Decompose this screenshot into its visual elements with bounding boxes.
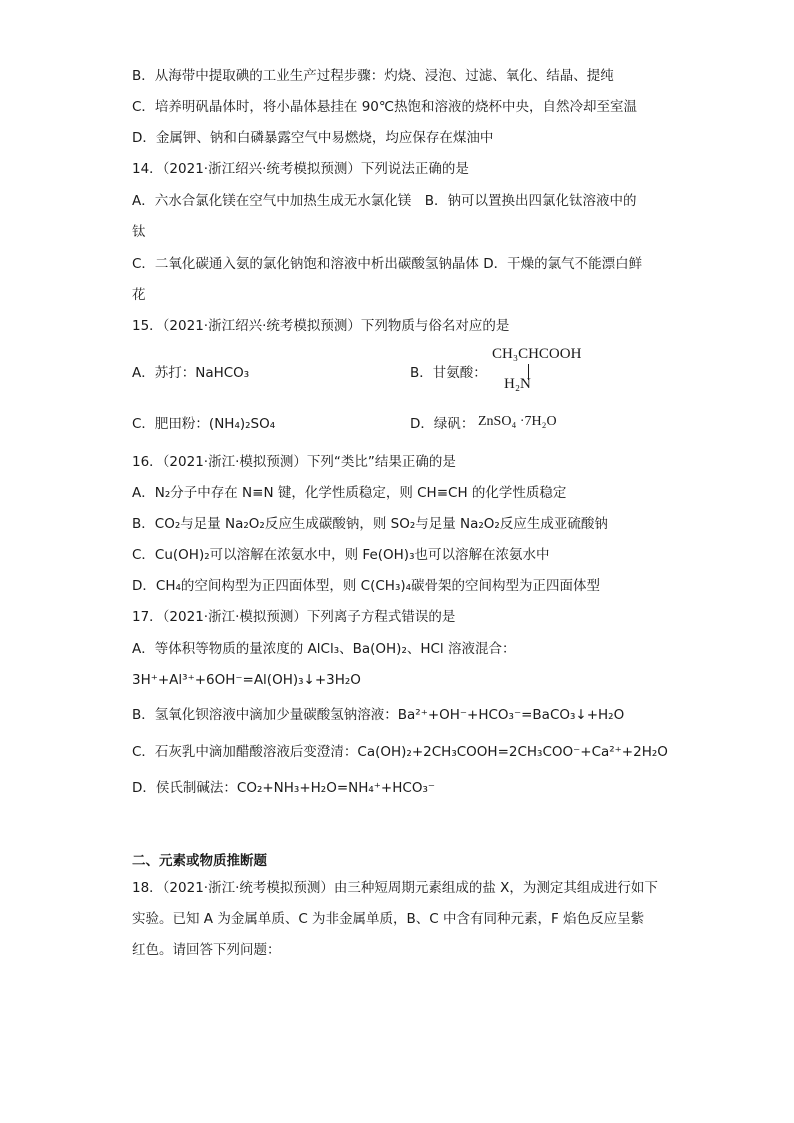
q14-options-cd-cont: 花 xyxy=(132,287,146,303)
q17-option-a: A．等体积等物质的量浓度的 AlCl₃、Ba(OH)₂、HCl 溶液混合： xyxy=(132,641,516,657)
q18-line-2: 实验。已知 A 为金属单质、C 为非金属单质，B、C 中含有同种元素，F 焰色反应呈紫 xyxy=(132,911,645,927)
q14-options-cd: C．二氧化碳通入氨的氯化钠饱和溶液中析出碳酸氢钠晶体 D．干燥的氯气不能漂白鲜 xyxy=(132,256,643,272)
q15-option-d-label: D．绿矾： xyxy=(410,416,475,432)
q17-option-d: D．侯氏制碱法：CO₂+NH₃+H₂O=NH₄⁺+HCO₃⁻ xyxy=(132,780,435,796)
q17-option-a-equation: 3H⁺+Al³⁺+6OH⁻=Al(OH)₃↓+3H₂O xyxy=(132,672,361,688)
q14-stem: 14．（2021·浙江绍兴·统考模拟预测）下列说法正确的是 xyxy=(132,161,469,177)
q17-stem: 17．（2021·浙江·模拟预测）下列离子方程式错误的是 xyxy=(132,609,456,625)
glycine-formula-top: CH₃CHCOOH xyxy=(492,346,582,362)
q18-line-1: 18．（2021·浙江·统考模拟预测）由三种短周期元素组成的盐 X，为测定其组成进行如下 xyxy=(132,880,658,896)
q15-option-c: C．肥田粉：(NH₄)₂SO₄ xyxy=(132,416,276,432)
q14-options-ab: A．六水合氯化镁在空气中加热生成无水氯化镁 B．钠可以置换出四氯化钛溶液中的 xyxy=(132,193,637,209)
glycine-structure xyxy=(492,346,612,398)
q18-line-3: 红色。请回答下列问题： xyxy=(132,942,281,958)
q16-option-c: C．Cu(OH)₂可以溶解在浓氨水中，则 Fe(OH)₃也可以溶解在浓氨水中 xyxy=(132,547,550,563)
q14-options-ab-cont: 钛 xyxy=(132,224,146,240)
section-title: 二、元素或物质推断题 xyxy=(132,853,267,869)
q13-option-b: B．从海带中提取碘的工业生产过程步骤：灼烧、浸泡、过滤、氧化、结晶、提纯 xyxy=(132,68,614,84)
q15-option-a: A．苏打：NaHCO₃ xyxy=(132,365,250,381)
q17-option-c: C．石灰乳中滴加醋酸溶液后变澄清：Ca(OH)₂+2CH₃COOH=2CH₃COO⁻+Ca²⁺+2H₂O xyxy=(132,744,668,760)
q15-option-b-label: B．甘氨酸： xyxy=(410,365,487,381)
q17-option-b: B．氢氧化钡溶液中滴加少量碳酸氢钠溶液：Ba²⁺+OH⁻+HCO₃⁻=BaCO₃↓+H₂O xyxy=(132,707,625,723)
q16-option-b: B．CO₂与足量 Na₂O₂反应生成碳酸钠，则 SO₂与足量 Na₂O₂反应生成亚硫酸钠 xyxy=(132,516,608,532)
q15-option-d-formula: ZnSO₄ ·7H₂O xyxy=(478,414,557,429)
q16-option-a: A．N₂分子中存在 N≡N 键，化学性质稳定，则 CH≡CH 的化学性质稳定 xyxy=(132,485,567,501)
q13-option-d: D．金属钾、钠和白磷暴露空气中易燃烧，均应保存在煤油中 xyxy=(132,130,494,146)
q16-stem: 16．（2021·浙江·模拟预测）下列“类比”结果正确的是 xyxy=(132,454,456,470)
q15-stem: 15．（2021·浙江绍兴·统考模拟预测）下列物质与俗名对应的是 xyxy=(132,318,510,334)
q16-option-d: D．CH₄的空间构型为正四面体型，则 C(CH₃)₄碳骨架的空间构型为正四面体型 xyxy=(132,578,601,594)
glycine-formula-bottom: H₂N xyxy=(504,376,531,392)
q13-option-c: C．培养明矾晶体时，将小晶体悬挂在 90℃热饱和溶液的烧杯中央，自然冷却至室温 xyxy=(132,99,638,115)
